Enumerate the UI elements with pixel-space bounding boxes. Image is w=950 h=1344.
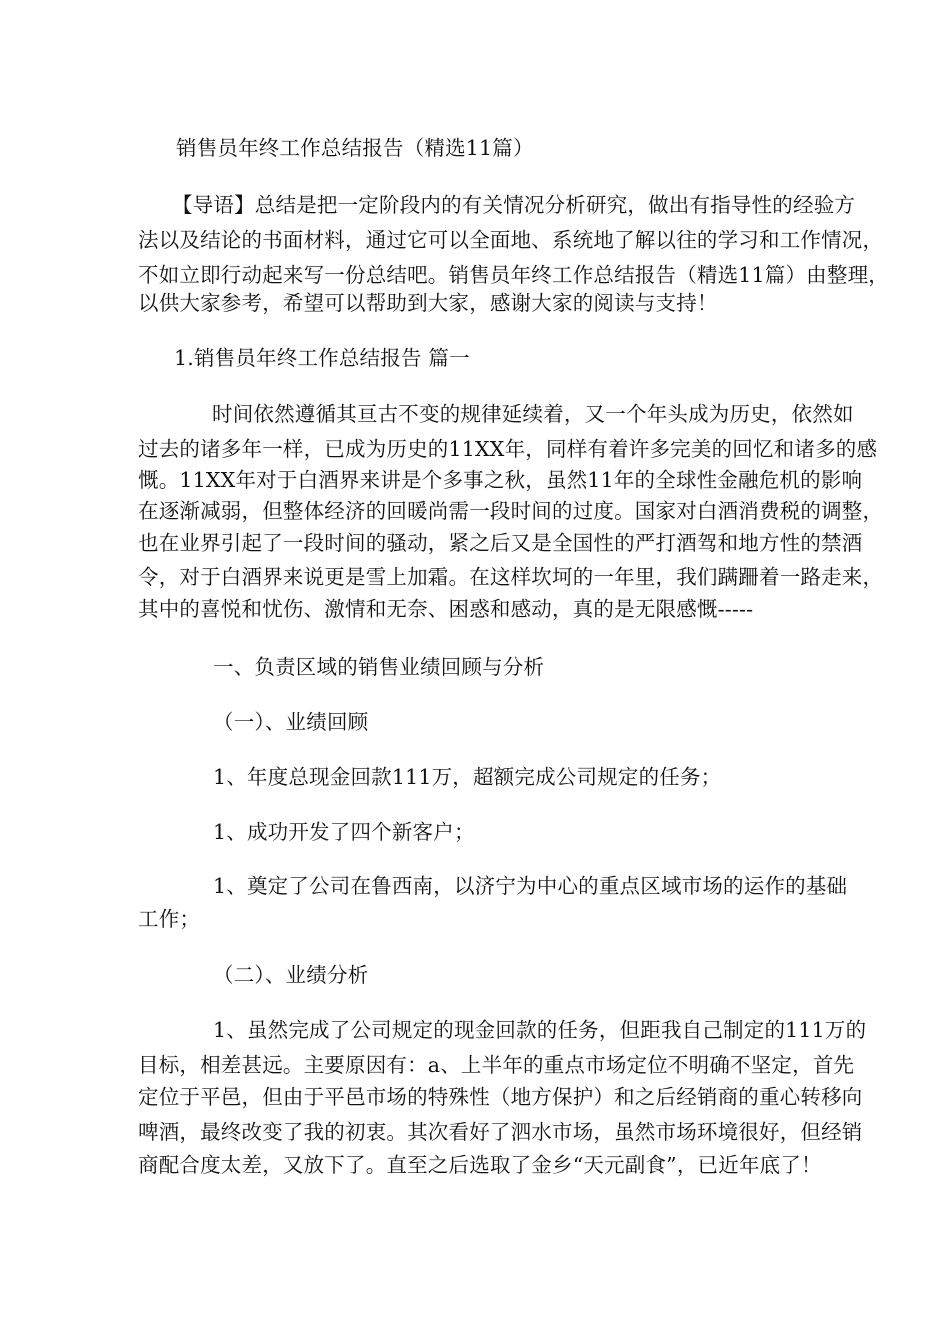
list-item: 1、奠定了公司在鲁西南，以济宁为中心的重点区域市场的运作的基础 [213,874,848,898]
intro-line: 法以及结论的书面材料，通过它可以全面地、系统地了解以往的学习和工作情况， [138,228,884,252]
subsection-heading: （一）、业绩回顾 [213,710,369,734]
intro-line: 【导语】总结是把一定阶段内的有关情况分析研究，做出有指导性的经验方 [172,193,856,217]
paragraph-line: 其中的喜悦和忧伤、激情和无奈、困惑和感动，真的是无限感慨----- [138,597,754,621]
paragraph-line: 时间依然遵循其亘古不变的规律延续着，又一个年头成为历史，依然如 [212,402,854,426]
document-title: 销售员年终工作总结报告（精选11篇） [176,136,534,160]
paragraph-line: 商配合度太差，又放下了。直至之后选取了金乡“天元副食”，已近年底了！ [138,1153,822,1177]
paragraph-line: 令，对于白酒界来说更是雪上加霜。在这样坎坷的一年里，我们蹒跚着一路走来， [138,565,884,589]
paragraph-line: 啤酒，最终改变了我的初衷。其次看好了泗水市场，虽然市场环境很好，但经销 [138,1120,863,1144]
paragraph-line: 1、虽然完成了公司规定的现金回款的任务，但距我自己制定的111万的 [213,1018,867,1042]
subsection-heading: （二）、业绩分析 [213,963,369,987]
paragraph-line: 目标，相差甚远。主要原因有：a、上半年的重点市场定位不明确不坚定，首先 [138,1053,855,1077]
intro-line: 以供大家参考，希望可以帮助到大家，感谢大家的阅读与支持！ [138,291,718,315]
paragraph-line: 慨。11XX年对于白酒界来讲是个多事之秋，虽然11年的全球性金融危机的影响 [138,468,863,492]
list-item: 1、成功开发了四个新客户； [213,820,475,844]
paragraph-line: 过去的诸多年一样，已成为历史的11XX年，同样有着许多完美的回忆和诸多的感 [138,437,878,461]
list-item: 1、年度总现金回款111万，超额完成公司规定的任务； [213,765,722,789]
article-heading: 1.销售员年终工作总结报告 篇一 [174,346,470,370]
paragraph-line: 也在业界引起了一段时间的骚动，紧之后又是全国性的严打酒驾和地方性的禁酒 [138,531,863,555]
paragraph-line: 在逐渐减弱，但整体经济的回暖尚需一段时间的过度。国家对白酒消费税的调整， [138,499,884,523]
section-heading: 一、负责区域的销售业绩回顾与分析 [213,655,545,679]
list-item-continuation: 工作； [138,907,201,931]
intro-line: 不如立即行动起来写一份总结吧。销售员年终工作总结报告（精选11篇）由整理， [138,263,889,287]
paragraph-line: 定位于平邑，但由于平邑市场的特殊性（地方保护）和之后经销商的重心转移向 [138,1085,863,1109]
